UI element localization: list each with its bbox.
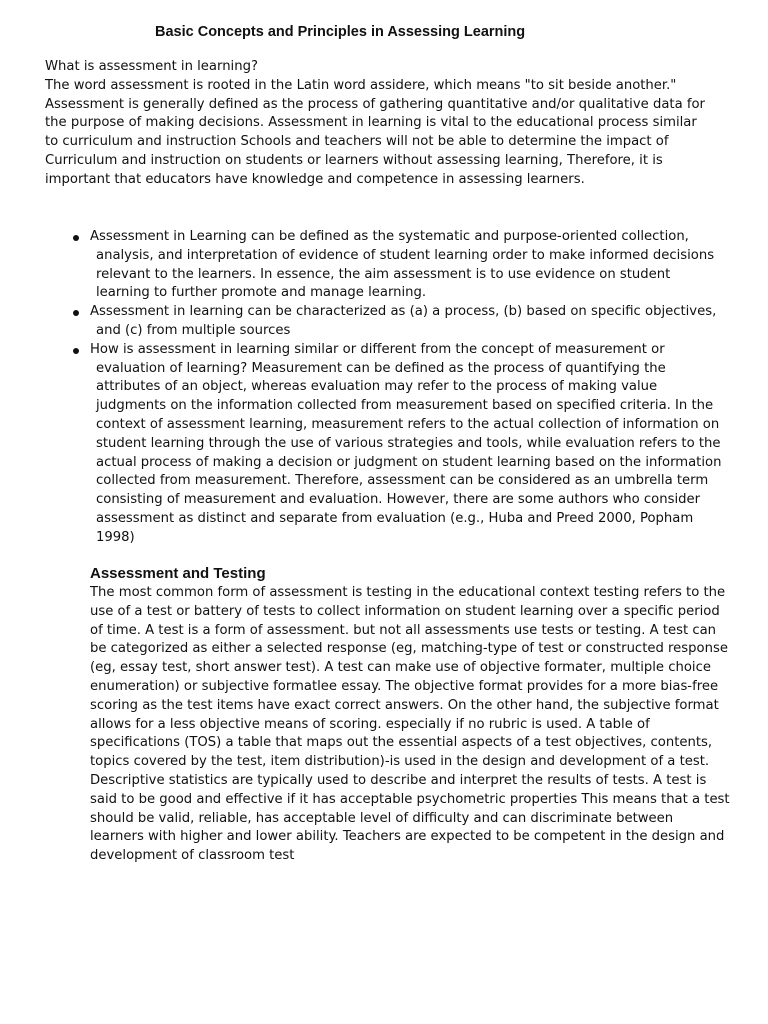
bullet-text: How is assessment in learning similar or different from the concept of measurement or evaluation of learning? Measurement can be defined as the process of quantifying the attributes of an object, whereas evaluation may refer to the process of making value judgments on the information collected from measurement based on specified criteria. In the context of assessment learning, measurement refers to the actual collection of information on student learning through the use of various strategies and tools, while evaluation refers to the actual process of making a decision or judgment on student learning based on the information collected from measurement. Therefore, assessment can be considered as an umbrella term consisting of measurement and evaluation. However, there are some authors who consider assessment as distinct and separate from evaluation (e.g., Huba and Preed 2000, Popham 1998) (90, 341, 722, 545)
bullet-text: Assessment in learning can be characterized as (a) a process, (b) based on specific objectives, and (c) from multiple sources (90, 304, 717, 338)
intro-block (45, 58, 710, 190)
assessment-testing-section (90, 564, 730, 866)
bullet-item (75, 341, 725, 548)
bullet-dot-icon (73, 235, 79, 241)
section-paragraph: The most common form of assessment is testing in the educational context testing refers to the use of a test or battery of tests to collect information on student learning over a specific period of time. A test is a form of assessment. but not all assessments use tests or testing. A test can be categorized as either a selected response (eg, matching-type of test or constructed response (eg, essay test, short answer test). A test can make use of objective formater, multiple choice enumeration) or subjective formatlee essay. The objective format provides for a more bias-free scoring as the test items have exact correct answers. On the other hand, the subjective format allows for a less objective means of scoring. especially if no rubric is used. A table of specifications (TOS) a table that maps out the essential aspects of a test objectives, contents, topics covered by the test, item distribution)-is used in the design and development of a test. Descriptive statistics are typically used to describe and interpret the results of tests. A test is said to be good and effective if it has acceptable psychometric properties This means that a test should be valid, reliable, has acceptable level of difficulty and can discriminate between learners with higher and lower ability. Teachers are expected to be competent in the design and development of classroom test (90, 585, 730, 864)
document-title: Basic Concepts and Principles in Assessing Learning (155, 24, 526, 40)
bullet-dot-icon (73, 348, 79, 354)
section-heading: Assessment and Testing (90, 565, 266, 582)
bullet-dot-icon (73, 310, 79, 316)
bullet-list (75, 228, 725, 548)
bullet-text: Assessment in Learning can be defined as the systematic and purpose-oriented collection, analysis, and interpretation of evidence of student learning order to make informed decisions relevant to the learners. In essence, the aim assessment is to use evidence on student learning to further promote and manage learning. (90, 229, 715, 301)
intro-paragraph: The word assessment is rooted in the Latin word assidere, which means "to sit beside another." Assessment is generally defined as the process of gathering quantitative and/or qualitative data for the purpose of making decisions. Assessment in learning is vital to the educational process similar to curriculum and instruction Schools and teachers will not be able to determine the impact of Curriculum and instruction on students or learners without assessing learning, Therefore, it is important that educators have knowledge and competence in assessing learners. (45, 77, 705, 187)
intro-question: What is assessment in learning? (45, 59, 258, 74)
bullet-item (75, 228, 725, 303)
bullet-item (75, 303, 725, 341)
